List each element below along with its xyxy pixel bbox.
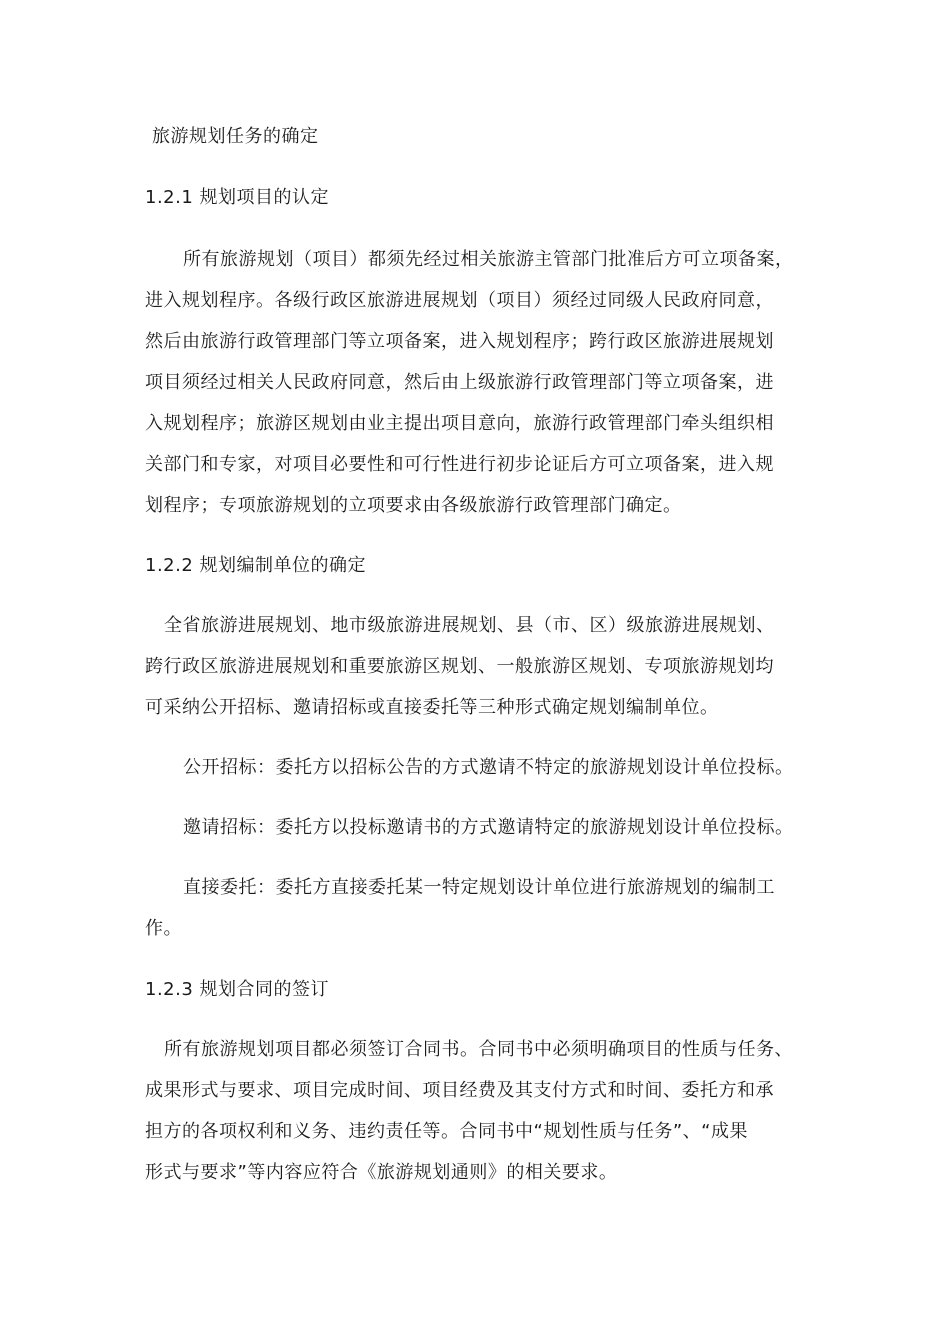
- section-heading-1-2-2: 1.2.2 规划编制单位的确定: [145, 555, 367, 576]
- paragraph-line: 作。: [145, 918, 182, 939]
- document-title: 旅游规划任务的确定: [152, 126, 319, 147]
- paragraph-line: 入规划程序；旅游区规划由业主提出项目意向，旅游行政管理部门牵头组织相: [145, 413, 774, 434]
- paragraph-line-public-tender: 公开招标：委托方以招标公告的方式邀请不特定的旅游规划设计单位投标。: [183, 757, 794, 778]
- paragraph-line: 全省旅游进展规划、地市级旅游进展规划、县（市、区）级旅游进展规划、: [164, 615, 775, 636]
- section-heading-1-2-1: 1.2.1 规划项目的认定: [145, 187, 330, 208]
- paragraph-line: 然后由旅游行政管理部门等立项备案，进入规划程序；跨行政区旅游进展规划: [145, 331, 774, 352]
- paragraph-line: 所有旅游规划（项目）都须先经过相关旅游主管部门批准后方可立项备案，: [183, 249, 794, 270]
- paragraph-line-direct-commission: 直接委托：委托方直接委托某一特定规划设计单位进行旅游规划的编制工: [183, 877, 775, 898]
- paragraph-line-invited-tender: 邀请招标：委托方以投标邀请书的方式邀请特定的旅游规划设计单位投标。: [183, 817, 794, 838]
- paragraph-line: 形式与要求”等内容应符合《旅游规划通则》的相关要求。: [145, 1162, 618, 1183]
- paragraph-line: 项目须经过相关人民政府同意，然后由上级旅游行政管理部门等立项备案，进: [145, 372, 774, 393]
- paragraph-line: 担方的各项权利和义务、违约责任等。合同书中“规划性质与任务”、“成果: [145, 1121, 748, 1142]
- paragraph-line: 跨行政区旅游进展规划和重要旅游区规划、一般旅游区规划、专项旅游规划均: [145, 656, 774, 677]
- section-heading-1-2-3: 1.2.3 规划合同的签订: [145, 979, 330, 1000]
- paragraph-line: 所有旅游规划项目都必须签订合同书。合同书中必须明确项目的性质与任务、: [164, 1039, 793, 1060]
- paragraph-line: 成果形式与要求、项目完成时间、项目经费及其支付方式和时间、委托方和承: [145, 1080, 774, 1101]
- paragraph-line: 可采纳公开招标、邀请招标或直接委托等三种形式确定规划编制单位。: [145, 697, 719, 718]
- paragraph-line: 划程序；专项旅游规划的立项要求由各级旅游行政管理部门确定。: [145, 495, 682, 516]
- paragraph-line: 关部门和专家，对项目必要性和可行性进行初步论证后方可立项备案，进入规: [145, 454, 774, 475]
- paragraph-line: 进入规划程序。各级行政区旅游进展规划（项目）须经过同级人民政府同意，: [145, 290, 774, 311]
